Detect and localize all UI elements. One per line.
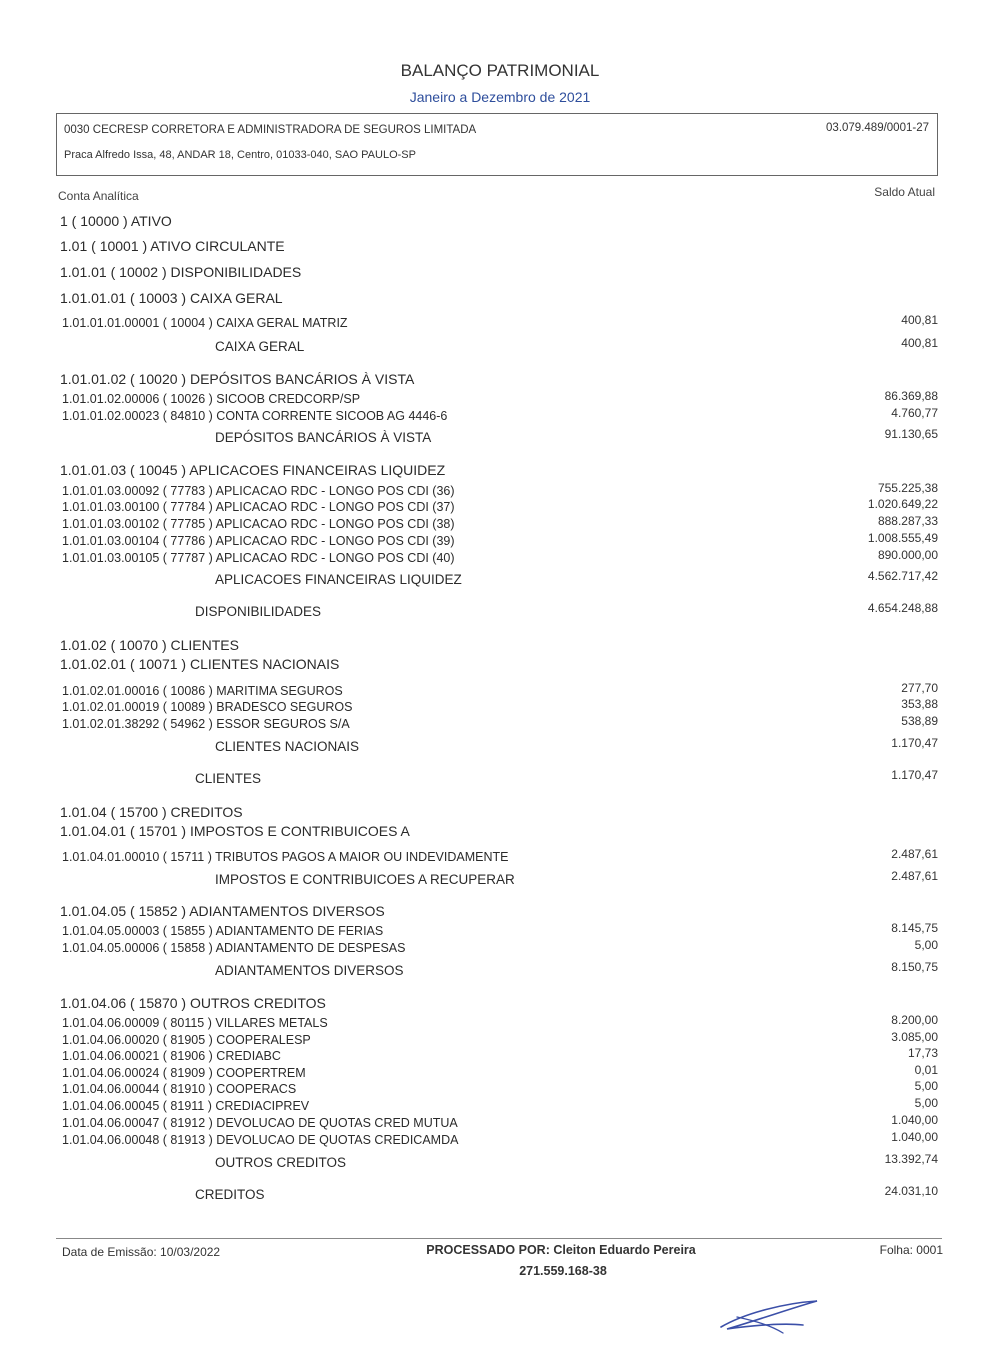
account-row-label: 1.01.04.06.00009 ( 80115 ) VILLARES METALS <box>62 1016 328 1030</box>
account-row-label: 1.01.01.02.00023 ( 84810 ) CONTA CORRENTE SICOOB AG 4446-6 <box>62 409 448 423</box>
balance-amount: 8.200,00 <box>891 1013 938 1027</box>
account-group-label: 1.01.01.03 ( 10045 ) APLICACOES FINANCEIRAS LIQUIDEZ <box>60 462 446 478</box>
account-row-label: 1.01.04.06.00045 ( 81911 ) CREDIACIPREV <box>62 1099 310 1113</box>
subtotal-label: CLIENTES <box>195 771 262 786</box>
balance-amount: 1.020.649,22 <box>867 497 938 511</box>
account-row-label: 1.01.01.03.00104 ( 77786 ) APLICACAO RDC - LONGO POS CDI (39) <box>62 534 455 548</box>
account-row-label: 1.01.01.01.00001 ( 10004 ) CAIXA GERAL MATRIZ <box>62 316 348 330</box>
subtotal-label: DEPÓSITOS BANCÁRIOS À VISTA <box>215 430 432 445</box>
balance-amount: 13.392,74 <box>884 1152 938 1166</box>
account-row-label: 1.01.01.03.00100 ( 77784 ) APLICACAO RDC - LONGO POS CDI (37) <box>62 500 455 514</box>
page-title: BALANÇO PATRIMONIAL <box>400 61 600 80</box>
balance-amount: 4.562.717,42 <box>867 569 938 583</box>
subtotal-label: ADIANTAMENTOS DIVERSOS <box>215 963 404 978</box>
account-row-label: 1.01.02.01.00019 ( 10089 ) BRADESCO SEGUROS <box>62 700 353 714</box>
balance-amount: 17,73 <box>907 1046 938 1060</box>
balance-amount: 5,00 <box>914 938 938 952</box>
account-group-label: 1.01.01.01 ( 10003 ) CAIXA GERAL <box>60 290 283 306</box>
balance-amount: 1.008.555,49 <box>867 531 938 545</box>
page-number: Folha: 0001 <box>879 1243 943 1257</box>
balance-amount: 353,88 <box>901 697 938 711</box>
account-row-label: 1.01.01.02.00006 ( 10026 ) SICOOB CREDCORP/SP <box>62 392 361 406</box>
balance-amount: 3.085,00 <box>891 1030 938 1044</box>
footer-divider <box>56 1238 942 1239</box>
column-header-account: Conta Analítica <box>58 189 139 203</box>
balance-amount: 0,01 <box>914 1063 938 1077</box>
company-box <box>56 113 938 176</box>
balance-amount: 4.760,77 <box>891 406 938 420</box>
subtotal-label: IMPOSTOS E CONTRIBUICOES A RECUPERAR <box>215 872 515 887</box>
subtotal-label: DISPONIBILIDADES <box>195 604 322 619</box>
balance-amount: 538,89 <box>901 714 938 728</box>
account-row-label: 1.01.01.03.00105 ( 77787 ) APLICACAO RDC - LONGO POS CDI (40) <box>62 551 455 565</box>
account-group-label: 1.01 ( 10001 ) ATIVO CIRCULANTE <box>60 238 285 254</box>
balance-amount: 5,00 <box>914 1096 938 1110</box>
subtotal-label: APLICACOES FINANCEIRAS LIQUIDEZ <box>215 572 462 587</box>
balance-amount: 277,70 <box>901 681 938 695</box>
balance-amount: 755.225,38 <box>877 481 938 495</box>
balance-amount: 8.150,75 <box>891 960 938 974</box>
account-row-label: 1.01.02.01.38292 ( 54962 ) ESSOR SEGUROS S/A <box>62 717 350 731</box>
balance-amount: 888.287,33 <box>877 514 938 528</box>
account-row-label: 1.01.04.06.00020 ( 81905 ) COOPERALESP <box>62 1033 311 1047</box>
account-row-label: 1.01.01.03.00092 ( 77783 ) APLICACAO RDC - LONGO POS CDI (36) <box>62 484 455 498</box>
account-row-label: 1.01.04.06.00024 ( 81909 ) COOPERTREM <box>62 1066 306 1080</box>
balance-amount: 2.487,61 <box>891 847 938 861</box>
account-row-label: 1.01.04.06.00021 ( 81906 ) CREDIABC <box>62 1049 281 1063</box>
emission-date: Data de Emissão: 10/03/2022 <box>62 1245 221 1259</box>
account-group-label: 1.01.04 ( 15700 ) CREDITOS <box>60 804 243 820</box>
balance-amount: 24.031,10 <box>884 1184 938 1198</box>
account-group-label: 1.01.02.01 ( 10071 ) CLIENTES NACIONAIS <box>60 656 340 672</box>
account-row-label: 1.01.04.06.00047 ( 81912 ) DEVOLUCAO DE QUOTAS CRED MUTUA <box>62 1116 458 1130</box>
balance-amount: 91.130,65 <box>884 427 938 441</box>
document-id: 271.559.168-38 <box>519 1264 607 1278</box>
account-row-label: 1.01.04.06.00048 ( 81913 ) DEVOLUCAO DE QUOTAS CREDICAMDA <box>62 1133 459 1147</box>
balance-amount: 4.654.248,88 <box>867 601 938 615</box>
account-row-label: 1.01.04.05.00006 ( 15858 ) ADIANTAMENTO DE DESPESAS <box>62 941 406 955</box>
balance-amount: 1.040,00 <box>891 1130 938 1144</box>
account-row-label: 1.01.01.03.00102 ( 77785 ) APLICACAO RDC - LONGO POS CDI (38) <box>62 517 455 531</box>
subtotal-label: CLIENTES NACIONAIS <box>215 739 360 754</box>
account-group-label: 1.01.02 ( 10070 ) CLIENTES <box>60 637 239 653</box>
page-subtitle: Janeiro a Dezembro de 2021 <box>409 89 591 105</box>
account-group-label: 1.01.04.01 ( 15701 ) IMPOSTOS E CONTRIBUICOES A <box>60 823 410 839</box>
balance-amount: 1.040,00 <box>891 1113 938 1127</box>
balance-amount: 400,81 <box>901 336 938 350</box>
balance-amount: 86.369,88 <box>884 389 938 403</box>
account-row-label: 1.01.04.01.00010 ( 15711 ) TRIBUTOS PAGOS A MAIOR OU INDEVIDAMENTE <box>62 850 509 864</box>
account-group-label: 1.01.01.02 ( 10020 ) DEPÓSITOS BANCÁRIOS À VISTA <box>60 371 415 387</box>
subtotal-label: OUTROS CREDITOS <box>215 1155 347 1170</box>
subtotal-label: CAIXA GERAL <box>215 339 305 354</box>
account-group-label: 1 ( 10000 ) ATIVO <box>60 213 172 229</box>
account-group-label: 1.01.04.05 ( 15852 ) ADIANTAMENTOS DIVERSOS <box>60 903 385 919</box>
account-group-label: 1.01.04.06 ( 15870 ) OUTROS CREDITOS <box>60 995 326 1011</box>
balance-amount: 890.000,00 <box>877 548 938 562</box>
account-row-label: 1.01.04.06.00044 ( 81910 ) COOPERACS <box>62 1082 297 1096</box>
account-row-label: 1.01.02.01.00016 ( 10086 ) MARITIMA SEGUROS <box>62 684 343 698</box>
subtotal-label: CREDITOS <box>195 1187 265 1202</box>
signature <box>715 1295 825 1340</box>
balance-amount: 400,81 <box>901 313 938 327</box>
balance-amount: 8.145,75 <box>891 921 938 935</box>
balance-amount: 1.170,47 <box>891 768 938 782</box>
account-group-label: 1.01.01 ( 10002 ) DISPONIBILIDADES <box>60 264 302 280</box>
company-address: Praca Alfredo Issa, 48, ANDAR 18, Centro, 01033-040, SAO PAULO-SP <box>64 149 416 161</box>
balance-amount: 2.487,61 <box>891 869 938 883</box>
account-row-label: 1.01.04.05.00003 ( 15855 ) ADIANTAMENTO DE FERIAS <box>62 924 384 938</box>
column-header-balance: Saldo Atual <box>874 185 935 199</box>
company-name: 0030 CECRESP CORRETORA E ADMINISTRADORA DE SEGUROS LIMITADA <box>64 124 477 136</box>
company-cnpj: 03.079.489/0001-27 <box>826 122 929 134</box>
processed-by: PROCESSADO POR: Cleiton Eduardo Pereira <box>426 1243 696 1257</box>
balance-amount: 1.170,47 <box>891 736 938 750</box>
balance-amount: 5,00 <box>914 1079 938 1093</box>
